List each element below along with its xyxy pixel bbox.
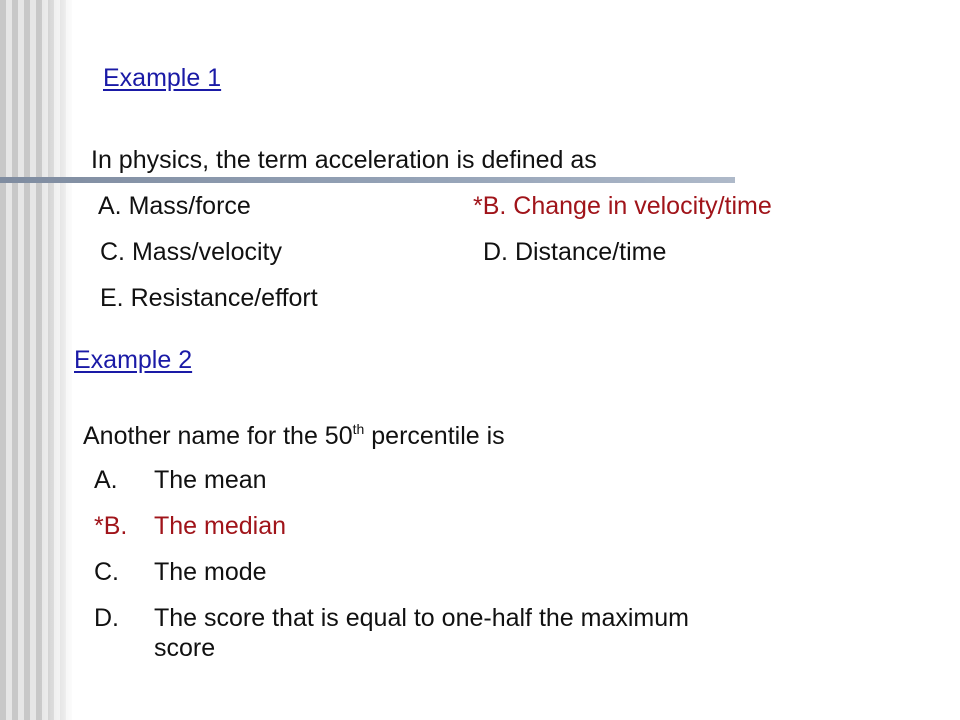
accent-line bbox=[0, 177, 735, 183]
option-letter: C. bbox=[94, 558, 119, 586]
option-text: The mean bbox=[154, 466, 267, 494]
example-1-option-a: A. Mass/force bbox=[98, 192, 251, 220]
example-1-option-d: D. Distance/time bbox=[483, 238, 667, 266]
example-1-link[interactable]: Example 1 bbox=[103, 64, 222, 92]
example-2-question bbox=[83, 421, 505, 451]
ordinal-superscript: th bbox=[352, 421, 365, 437]
question-text-end: percentile is bbox=[364, 422, 505, 450]
option-text: The mode bbox=[154, 558, 267, 586]
example-1-option-b-correct: *B. Change in velocity/time bbox=[473, 192, 772, 220]
stripes-fade bbox=[0, 0, 72, 720]
example-2-link[interactable]: Example 2 bbox=[74, 346, 193, 374]
option-text: The median bbox=[154, 512, 287, 540]
option-text: The score that is equal to one-half the maximum score bbox=[154, 604, 689, 662]
option-letter: A. bbox=[94, 466, 118, 494]
example-1-question: In physics, the term acceleration is defined as bbox=[91, 146, 597, 174]
example-1-option-c: C. Mass/velocity bbox=[100, 238, 282, 266]
example-1-option-e: E. Resistance/effort bbox=[100, 284, 318, 312]
question-text-start: Another name for the 50 bbox=[83, 422, 353, 450]
option-letter: D. bbox=[94, 604, 119, 632]
option-letter: *B. bbox=[94, 512, 128, 540]
